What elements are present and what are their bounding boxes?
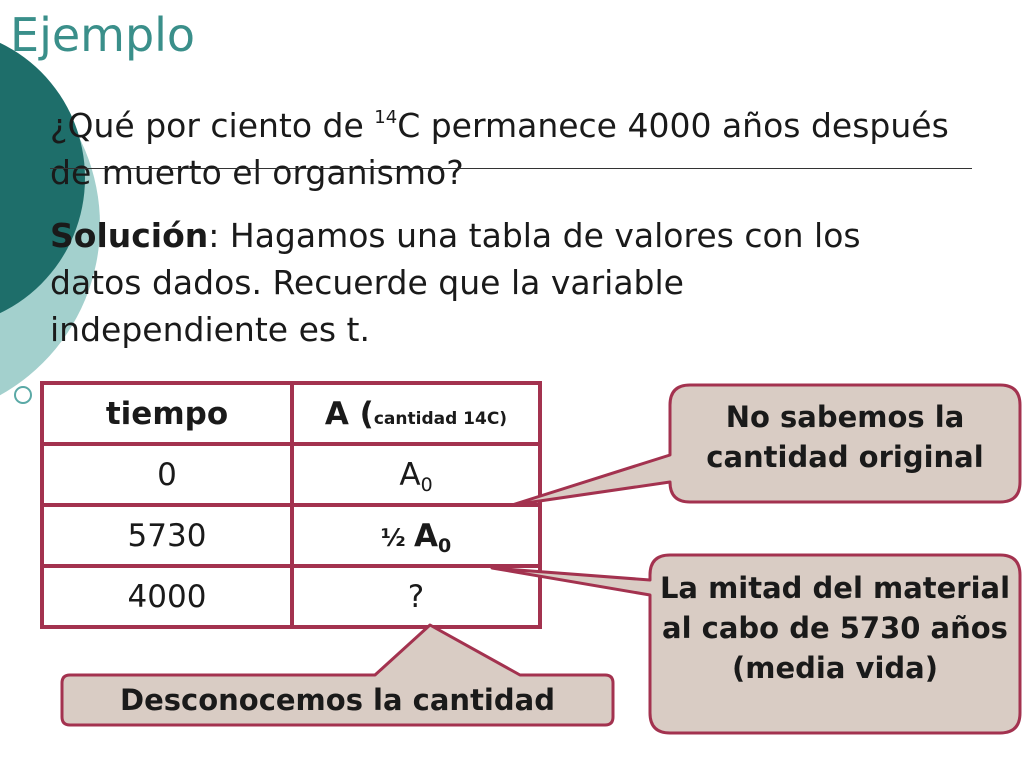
question-pre: ¿Qué por ciento de bbox=[50, 106, 375, 145]
callout-unknown-text: Desconocemos la cantidad bbox=[120, 683, 555, 717]
solution-label: Solución bbox=[50, 216, 209, 255]
amount-prefix: ½ bbox=[380, 523, 414, 552]
question-superscript: 14 bbox=[374, 107, 398, 128]
amount-base: A bbox=[399, 456, 421, 493]
callout-half-life-text: La mitad del material al cabo de 5730 años (media vida) bbox=[659, 571, 1011, 685]
time-cell: 0 bbox=[42, 444, 292, 505]
header-a-letter: A ( bbox=[324, 395, 374, 432]
amount-subscript: 0 bbox=[437, 534, 452, 557]
header-a-small: cantidad 14C) bbox=[373, 408, 508, 429]
header-time: tiempo bbox=[42, 383, 292, 444]
amount-subscript: 0 bbox=[420, 473, 433, 496]
callout-original-text: No sabemos la cantidad original bbox=[706, 400, 984, 474]
slide-title: Ejemplo bbox=[10, 8, 196, 62]
amount-cell: ? bbox=[292, 566, 540, 627]
solution-body: : Hagamos una tabla de valores con los datos dados. Recuerde que la variable independiente es t. bbox=[50, 216, 861, 349]
time-cell: 4000 bbox=[42, 566, 292, 627]
question-post: C permanece 4000 años después de muerto el organismo? bbox=[50, 106, 949, 192]
time-cell: 5730 bbox=[42, 505, 292, 566]
amount-base: A bbox=[413, 517, 438, 554]
